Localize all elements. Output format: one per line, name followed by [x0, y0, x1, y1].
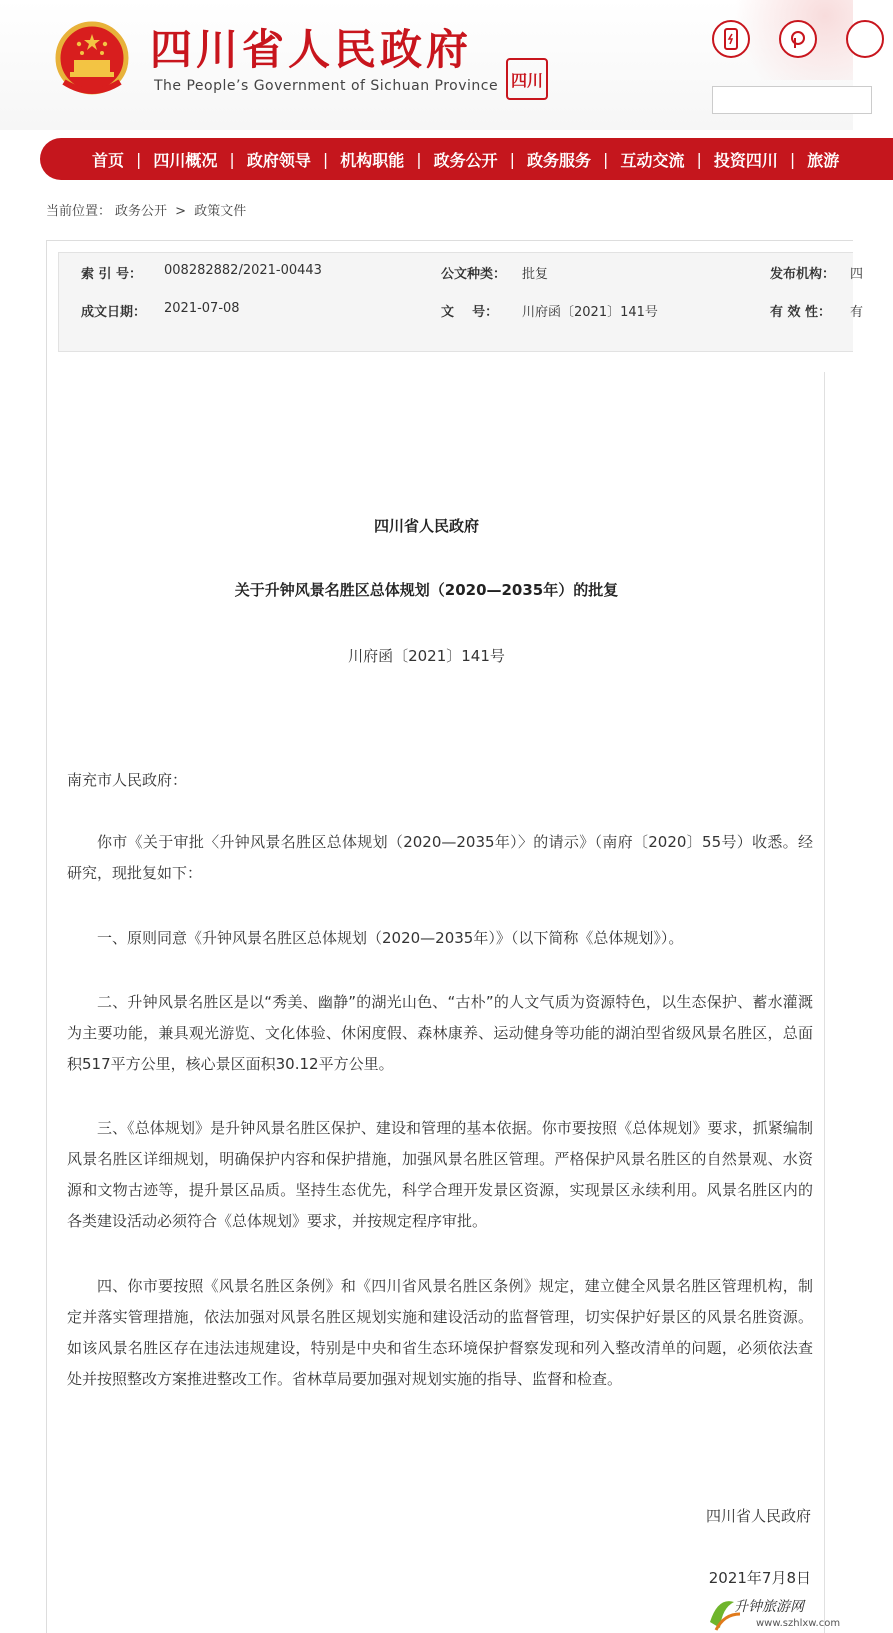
breadcrumb-link-policy[interactable]: 政策文件	[194, 204, 247, 219]
breadcrumb-link-open-government[interactable]: 政务公开	[115, 204, 168, 219]
nav-item-functions[interactable]: 机构职能	[340, 150, 405, 170]
breadcrumb-separator: >	[175, 204, 187, 219]
site-title[interactable]: 四川省人民政府	[150, 25, 473, 74]
index-label: 索 引 号：	[81, 267, 143, 282]
document-addressee: 南充市人民政府：	[67, 771, 188, 789]
main-nav	[40, 138, 893, 180]
document-sign-date: 2021年7月8日	[708, 1569, 811, 1587]
nav-item-home[interactable]: 首页	[92, 150, 125, 170]
nav-separator: |	[603, 149, 609, 169]
watermark-url: www.szhlxw.com	[756, 1618, 841, 1629]
seal-logo	[506, 58, 548, 100]
document-title: 关于升钟风景名胜区总体规划（2020—2035年）的批复	[234, 581, 619, 599]
document-number: 川府函〔2021〕141号	[348, 647, 505, 665]
publisher-value: 四	[850, 267, 864, 282]
nav-item-overview[interactable]: 四川概况	[153, 150, 218, 170]
document-paragraph: 一、原则同意《升钟风景名胜区总体规划（2020—2035年）》（以下简称《总体规划》）。	[97, 929, 684, 947]
seal-text: 四川	[510, 70, 543, 90]
content-right-border	[824, 372, 825, 1633]
site-subtitle: The People’s Government of Sichuan Province	[154, 78, 499, 94]
document-paragraph: 二、升钟风景名胜区是以“秀美、幽静”的湖光山色、“古朴”的人文气质为资源特色，以生态保护、蓄水灌溉为主要功能，兼具观光游览、文化体验、休闲度假、森林康养、运动健身等功能的湖泊型省级风景名胜区，总面积517平方公里，核心景区面积30.12平方公里。	[67, 993, 813, 1073]
nav-item-invest[interactable]: 投资四川	[713, 150, 778, 170]
nav-item-services[interactable]: 政务服务	[527, 150, 592, 170]
site-header	[0, 0, 853, 130]
category-value: 批复	[522, 267, 549, 282]
document-issuer: 四川省人民政府	[373, 517, 479, 535]
publisher-label: 发布机构：	[770, 267, 836, 282]
nav-item-interaction[interactable]: 互动交流	[620, 150, 685, 170]
document-info-box	[58, 252, 864, 352]
nav-separator: |	[416, 149, 422, 169]
index-value: 008282882/2021-00443	[164, 263, 322, 278]
breadcrumb	[46, 200, 250, 219]
nav-item-leaders[interactable]: 政府领导	[246, 150, 311, 170]
docno-label: 文 号：	[441, 305, 499, 320]
nav-separator: |	[322, 149, 329, 169]
watermark-text: 升钟旅游网	[734, 1599, 804, 1615]
document-paragraph: 四、你市要按照《风景名胜区条例》和《四川省风景名胜区条例》规定，建立健全风景名胜区管理机构，制定并落实管理措施，依法加强对风景名胜区规划实施和建设活动的监督管理，切实保护好景区的风景名胜资源。如该风景名胜区存在违法违规建设，特别是中央和省生态环境保护督察发现和列入整改清单的问题，必须依法查处并按照整改方案推进整改工作。省林草局要加强对规划实施的指导、监督和检查。	[67, 1277, 813, 1388]
docno-value: 川府函〔2021〕141号	[522, 305, 658, 320]
validity-value: 有	[850, 305, 864, 320]
validity-label: 有 效 性：	[770, 305, 832, 320]
date-value: 2021-07-08	[164, 301, 240, 316]
nav-separator: |	[509, 149, 516, 169]
document-signature: 四川省人民政府	[705, 1507, 811, 1525]
wechat-icon[interactable]	[846, 20, 884, 58]
document-paragraph: 三、《总体规划》是升钟风景名胜区保护、建设和管理的基本依据。你市要按照《总体规划》要求，抓紧编制风景名胜区详细规划，明确保护内容和保护措施，加强风景名胜区管理。严格保护风景名胜区的自然景观、水资源和文物古迹等，提升景区品质。坚持生态优先，科学合理开发景区资源，实现景区永续利用。风景名胜区内的各类建设活动必须符合《总体规划》要求，并按规定程序审批。	[67, 1119, 813, 1230]
nav-separator: |	[136, 149, 142, 169]
date-label: 成文日期：	[81, 305, 147, 320]
category-label: 公文种类：	[441, 267, 507, 282]
national-emblem-icon	[54, 20, 130, 98]
breadcrumb-prefix: 当前位置：	[46, 204, 112, 219]
weibo-icon[interactable]	[779, 20, 817, 58]
nav-separator: |	[229, 149, 235, 169]
nav-item-open-government[interactable]: 政务公开	[433, 150, 498, 170]
document-paragraph: 你市《关于审批〈升钟风景名胜区总体规划（2020—2035年）〉的请示》（南府〔2020〕55号）收悉。经研究，现批复如下：	[67, 833, 813, 882]
nav-item-tourism[interactable]: 旅游	[807, 150, 840, 170]
nav-separator: |	[696, 149, 702, 169]
search-input[interactable]	[712, 86, 872, 114]
nav-separator: |	[789, 149, 796, 169]
mobile-icon[interactable]	[712, 20, 750, 58]
